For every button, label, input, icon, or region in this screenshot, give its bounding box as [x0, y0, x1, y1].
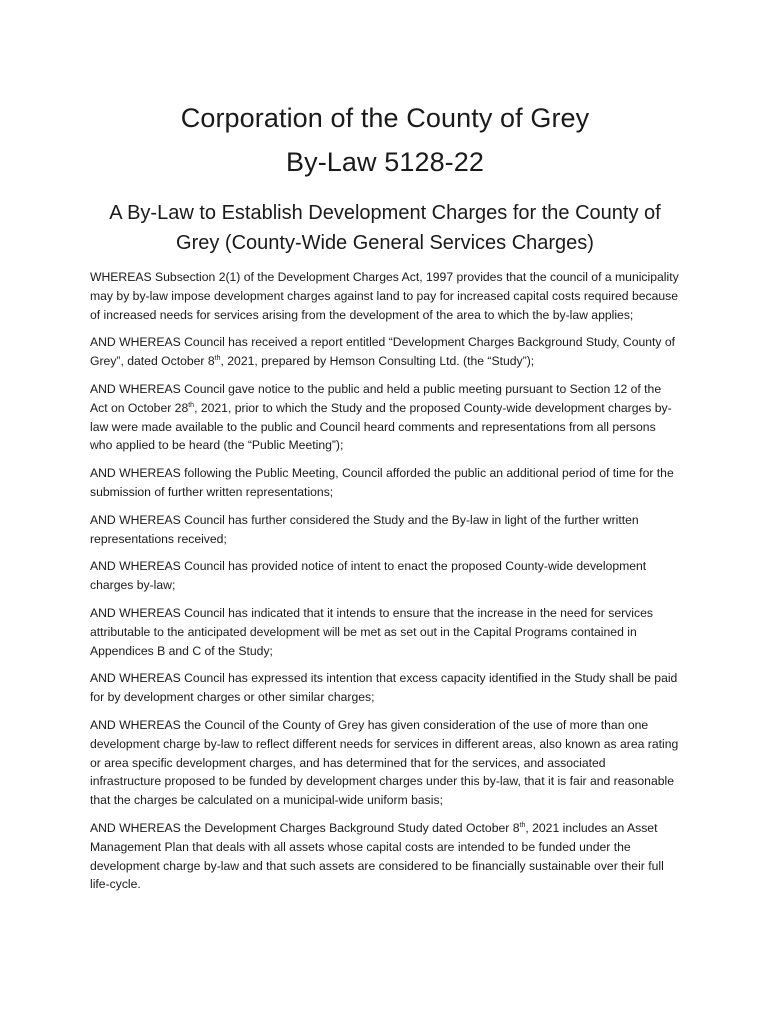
paragraph: AND WHEREAS following the Public Meeting, Council afforded the public an additional period of time for the submission of further written representations;	[90, 466, 674, 499]
document-title: Corporation of the County of Grey	[180, 103, 590, 133]
paragraph	[90, 380, 680, 455]
paragraph-text: , 2021, prepared by Hemson Consulting Ltd. (the “Study”);	[220, 354, 535, 369]
paragraph	[90, 819, 680, 894]
paragraph	[90, 333, 680, 371]
ordinal-suffix: th	[188, 401, 195, 409]
ordinal-suffix: th	[519, 821, 526, 829]
paragraph: AND WHEREAS Council has expressed its intention that excess capacity identified in the Study shall be paid for by development charges or other similar charges;	[90, 671, 678, 705]
paragraph: AND WHEREAS Council has provided notice of intent to enact the proposed County-wide development charges by-law;	[90, 559, 647, 593]
paragraph: AND WHEREAS Council has indicated that it intends to ensure that the increase in the need for services attributable to the anticipated development will be met as set out in the Capital Programs contained in Appendices B and C of the Study;	[90, 605, 653, 658]
document-subtitle: A By-Law to Establish Development Charges for the County of Grey (County-Wide General Services Charges)	[109, 202, 661, 254]
paragraph-text: , 2021 includes an Asset Management Plan that deals with all assets whose capital costs are intended to be funded under the development charge by-law and that such assets are considered to be financially sustainable over their full life-cycle.	[90, 820, 664, 892]
paragraph: WHEREAS Subsection 2(1) of the Development Charges Act, 1997 provides that the council of a municipality may by by-law impose development charges against land to pay for increased capital costs required because of increased needs for services arising from the development of the area to which the by-law applies;	[90, 270, 679, 322]
paragraph-text: , 2021, prior to which the Study and the proposed County-wide development charges by-law were made available to the public and Council heard comments and representations from all persons who applied to be heard (the “Public Meeting”);	[90, 400, 672, 453]
ordinal-suffix: th	[214, 355, 221, 363]
paragraph: AND WHEREAS the Council of the County of Grey has given consideration of the use of more than one development charge by-law to reflect different needs for services in different areas, also known as area rating or area specific development charges, and has determined that for the services, and associated infrastructure proposed to be funded by development charges under this by-law, that it is fair and reasonable that the charges be calculated on a municipal-wide uniform basis;	[90, 717, 679, 808]
paragraph-text: AND WHEREAS Council has received a report entitled “Development Charges Background Study, County of Grey”, dated October 8	[90, 335, 676, 369]
paragraph-text: AND WHEREAS Council gave notice to the public and held a public meeting pursuant to Section 12 of the Act on October 28	[90, 381, 662, 415]
paragraph: AND WHEREAS Council has further considered the Study and the By-law in light of the further written representations received;	[90, 512, 639, 546]
bylaw-number: By-Law 5128-22	[285, 147, 485, 177]
paragraph-text: AND WHEREAS the Development Charges Background Study dated October 8	[90, 820, 520, 835]
